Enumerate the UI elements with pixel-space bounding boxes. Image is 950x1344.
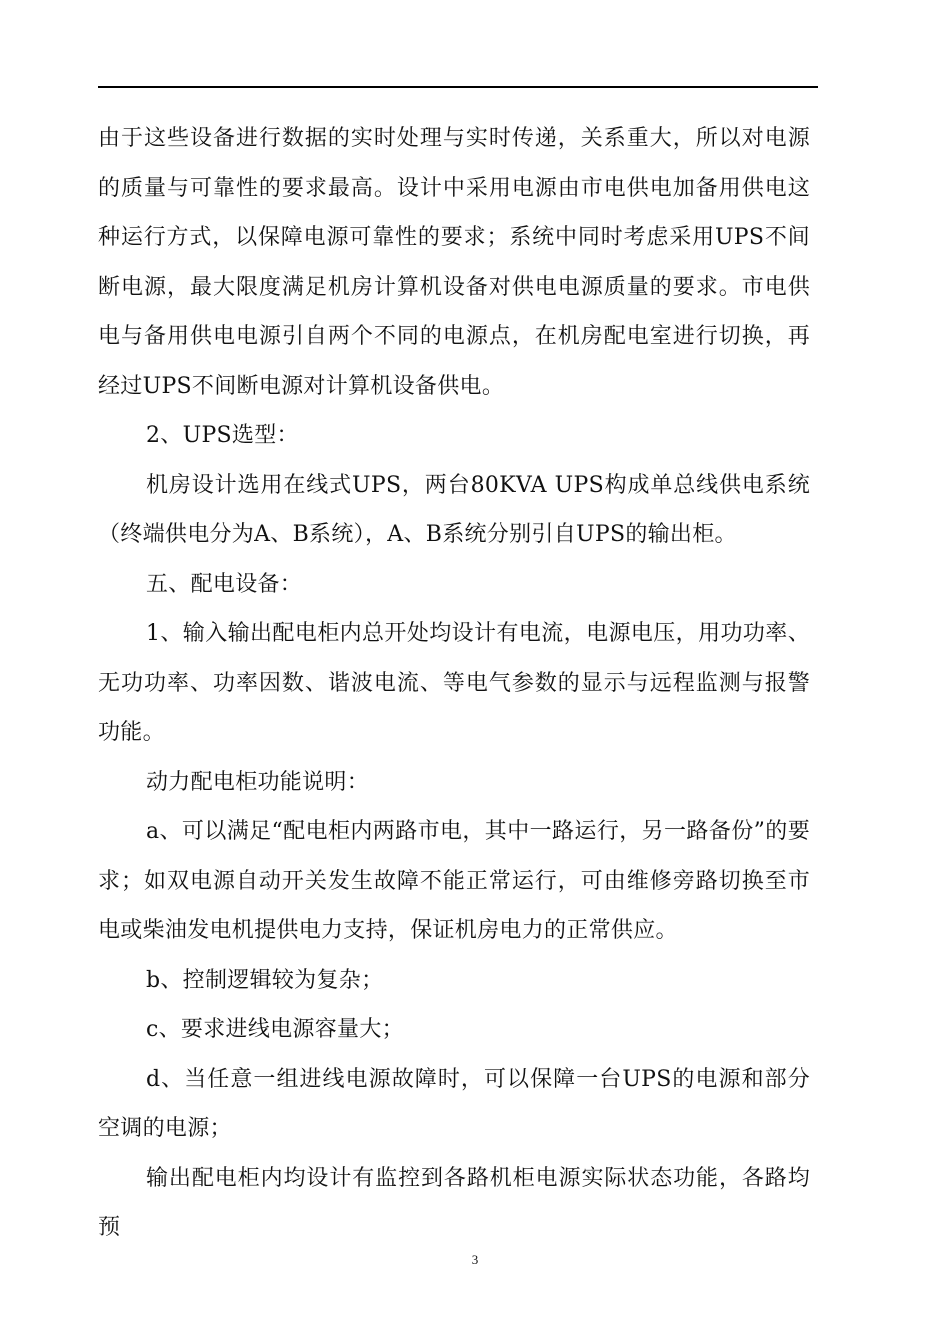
- page-number: 3: [471, 1252, 479, 1267]
- paragraph-io-cabinet: 1、输入输出配电柜内总开处均设计有电流，电源电压，用功功率、无功功率、功率因数、谐波电流、等电气参数的显示与远程监测与报警功能。: [98, 621, 810, 745]
- document-body: [98, 114, 810, 1253]
- heading-ups-selection: 2、UPS选型：: [146, 423, 299, 448]
- heading-power-cabinet-functions: 动力配电柜功能说明：: [146, 769, 370, 795]
- paragraph-ups-config: 机房设计选用在线式UPS，两台80KVA UPS构成单总线供电系统（终端供电分为A、B系统），A、B系统分别引自UPS的输出柜。: [98, 472, 810, 547]
- list-item-c: c、要求进线电源容量大；: [146, 1017, 404, 1042]
- list-item-d: d、当任意一组进线电源故障时，可以保障一台UPS的电源和部分空调的电源；: [98, 1066, 810, 1141]
- paragraph-output-cabinet: 输出配电柜内均设计有监控到各路机柜电源实际状态功能，各路均预: [98, 1165, 810, 1240]
- paragraph-power-quality: 由于这些设备进行数据的实时处理与实时传递，关系重大，所以对电源的质量与可靠性的要求最高。设计中采用电源由市电供电加备用供电这种运行方式，以保障电源可靠性的要求；系统中同时考虑采用UPS不间断电源，最大限度满足机房计算机设备对供电电源质量的要求。市电供电与备用供电电源引自两个不同的电源点，在机房配电室进行切换，再经过UPS不间断电源对计算机设备供电。: [98, 126, 810, 399]
- header-rule: [98, 86, 818, 88]
- list-item-a: a、可以满足“配电柜内两路市电，其中一路运行，另一路备份”的要求；如双电源自动开关发生故障不能正常运行，可由维修旁路切换至市电或柴油发电机提供电力支持，保证机房电力的正常供应。: [98, 819, 810, 943]
- list-item-b: b、控制逻辑较为复杂；: [146, 967, 384, 993]
- heading-distribution-equipment: 五、配电设备：: [146, 571, 303, 597]
